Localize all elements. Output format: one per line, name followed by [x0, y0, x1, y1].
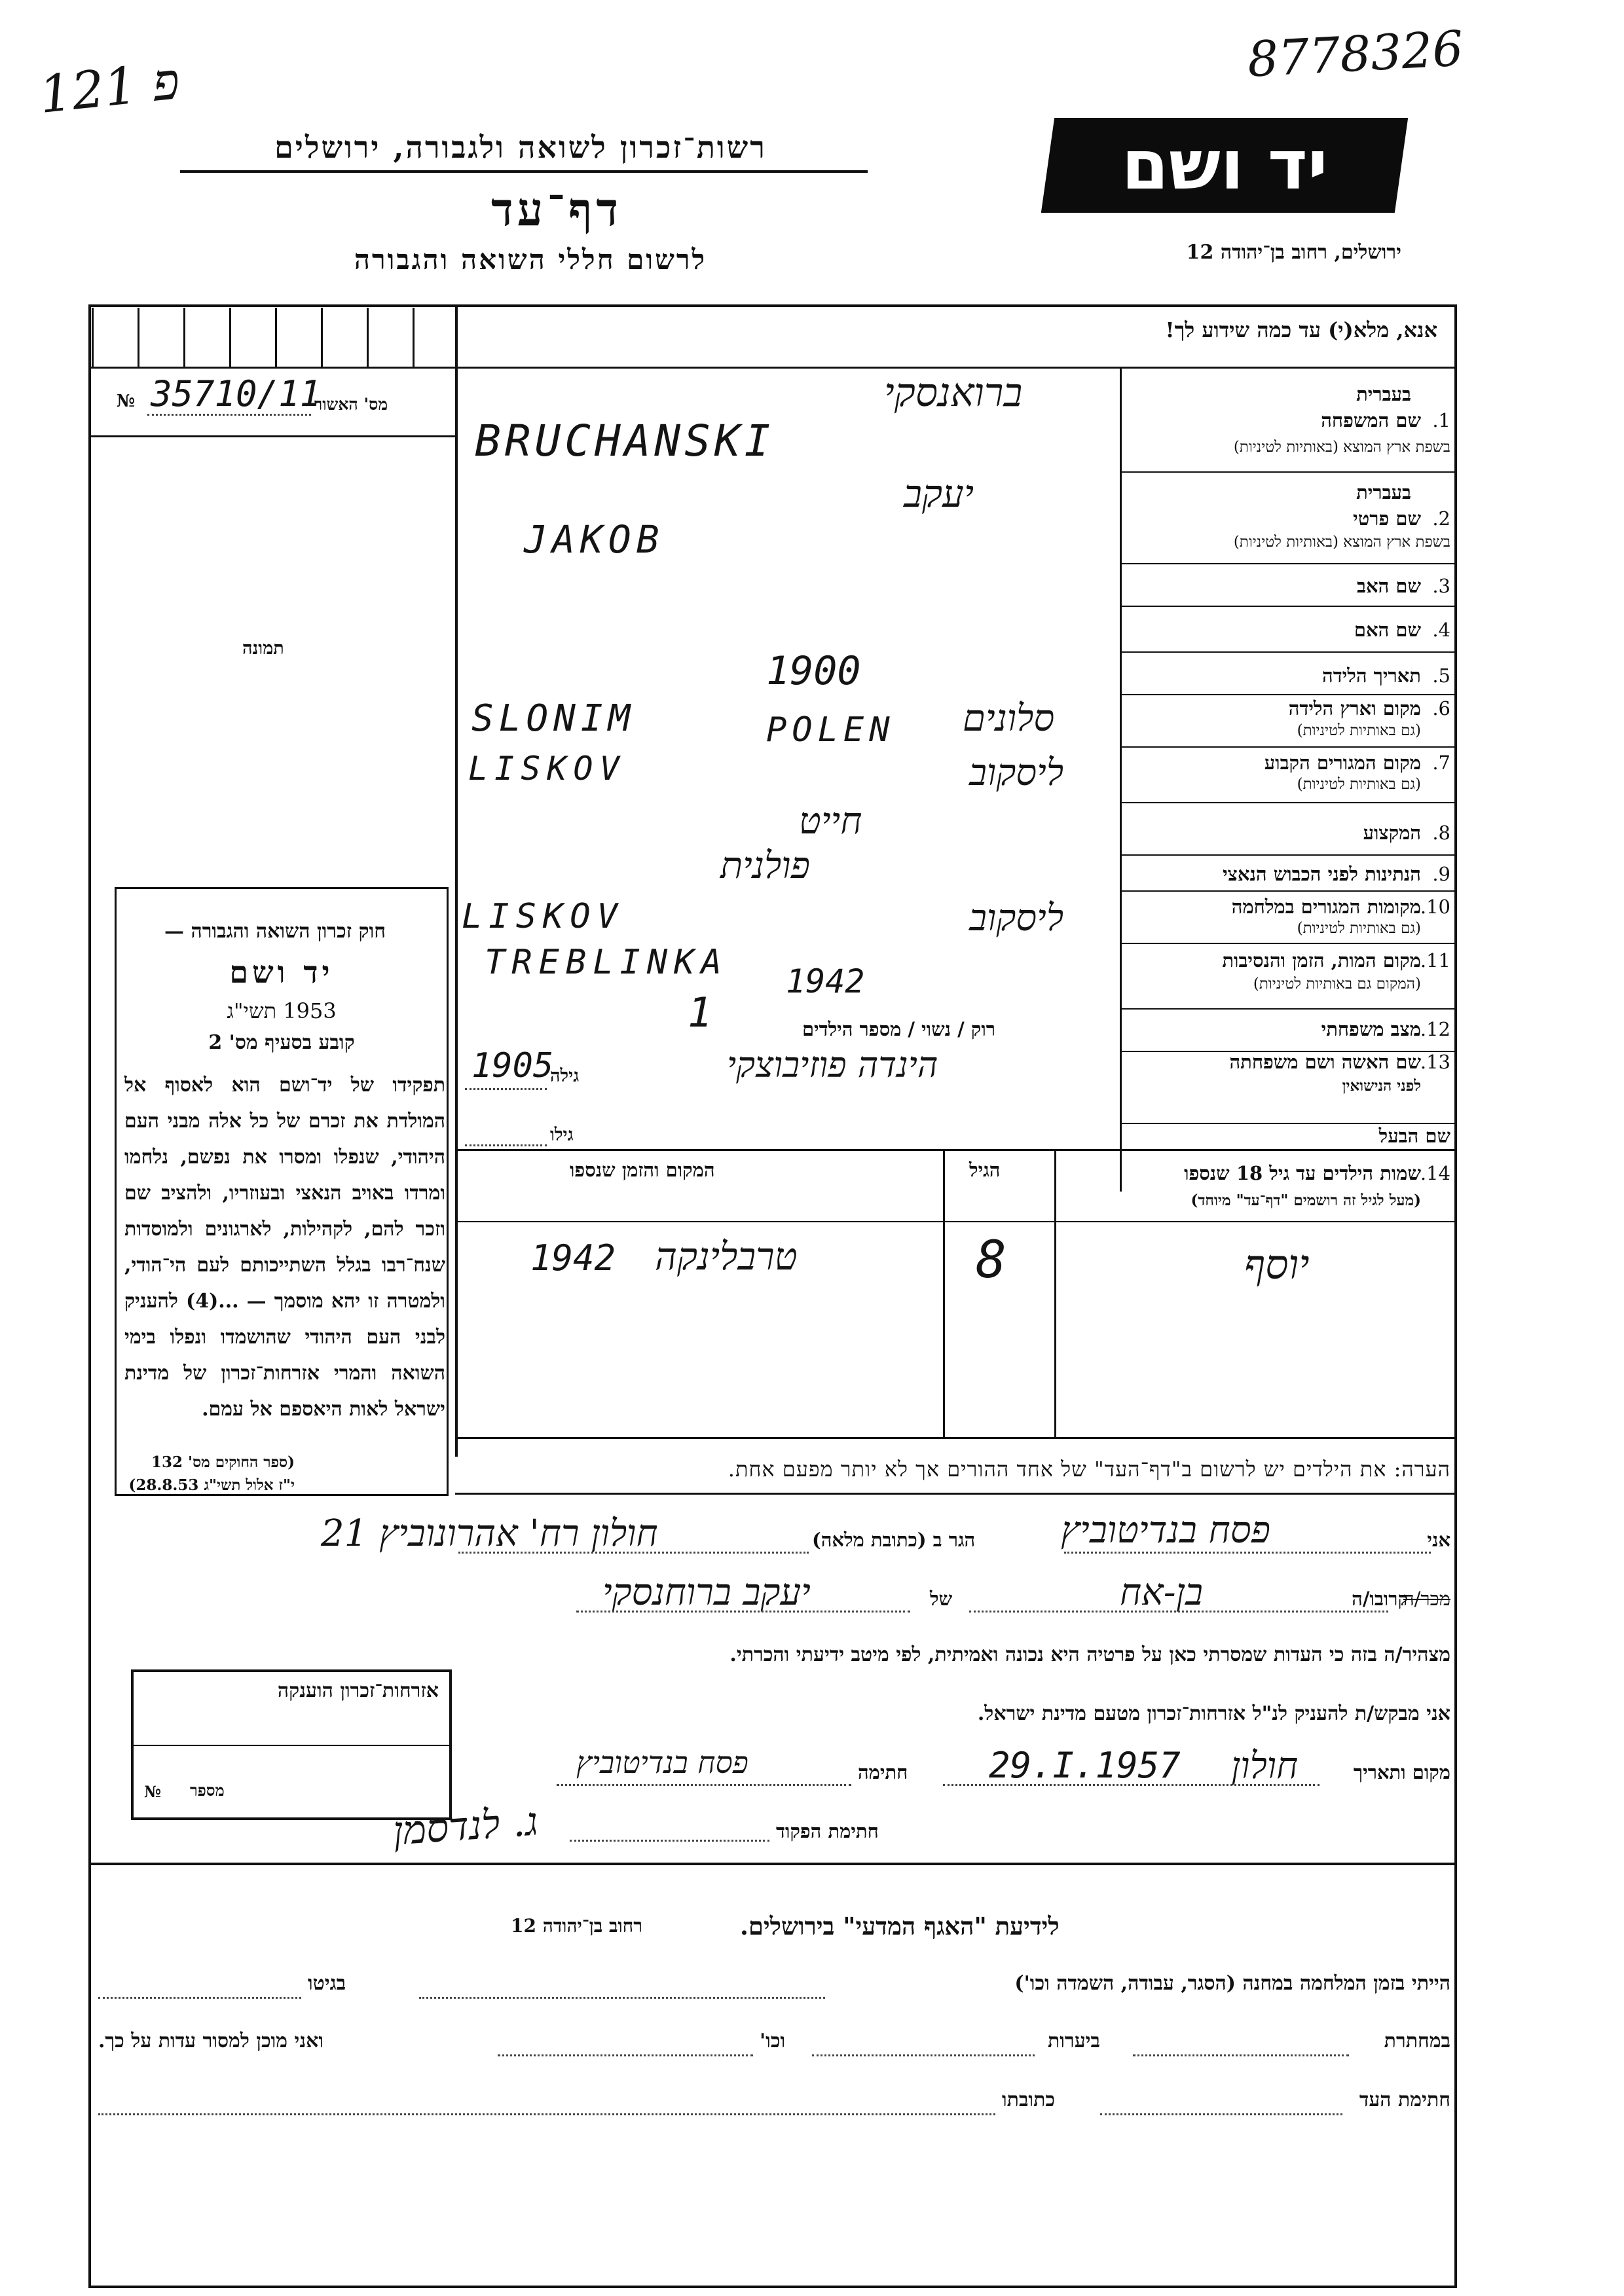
f11-num: 11. [1420, 949, 1450, 972]
bottom-line1-b: בגיטו [308, 1972, 346, 1995]
f9-num: 9. [1432, 863, 1450, 885]
law-ref-1: (ספר החוקים מס' 132 [151, 1453, 295, 1471]
f2-value-heb: יעקב [904, 471, 974, 516]
f11-label: מקום המות, הזמן והנסיבות [1222, 949, 1421, 972]
bottom-line2-c: וכו' [760, 2030, 786, 2052]
citizenship-no-symbol: № [144, 1782, 162, 1801]
declarant-address: חולון רח' אהרונוביץ 21 [321, 1512, 658, 1555]
place-value: חולון [1231, 1745, 1299, 1787]
f14-child-year: 1942 [530, 1237, 616, 1279]
f10-label: מקומות המגורים במלחמה [1231, 896, 1421, 918]
f2-heb-tag: בעברית [1356, 481, 1411, 503]
authority-name: רשות־זכרון לשואה ולגבורה, ירושלים [274, 130, 767, 165]
archive-mark-left: 121 פ [36, 52, 183, 125]
f1-num: 1. [1432, 409, 1450, 431]
f2-label: שם פרטי [1353, 507, 1421, 530]
f6-value-lat2: POLEN [766, 710, 895, 750]
f13-sub: לפני הנישואין [1342, 1077, 1421, 1095]
f1-value-lat: BRUCHANSKI [475, 416, 775, 466]
f6-value-lat1: SLONIM [471, 697, 636, 740]
f10-num: 10. [1420, 896, 1450, 918]
f1-heb-tag: בעברית [1356, 383, 1411, 405]
bottom-line3-a: חתימת העד [1359, 2088, 1450, 2111]
f9-label: הנתינות לפני הכבוש הנאצי [1223, 863, 1421, 885]
logo [1041, 118, 1408, 213]
f6-value-heb: סלונים [963, 697, 1055, 740]
f13-husband-age-label: גילו [550, 1125, 574, 1145]
f6-sub: (גם באותיות לטיניות) [1297, 722, 1421, 739]
f7-sub: (גם באותיות לטיניות) [1297, 776, 1421, 793]
f11-value-lat: TREBLINKA [485, 943, 728, 982]
f5-label: תאריך הלידה [1322, 665, 1421, 687]
f10-value-lat: LISKOV [462, 897, 624, 936]
relation-label: קרובו/ה [1352, 1588, 1408, 1610]
note: הערה: את הילדים יש לרשום ב"דף־העד" של אחד ההורים אך לא יותר מפעם אחת. [728, 1457, 1450, 1482]
declarant-resides-label: הגר ב (כתובת מלאה) [812, 1529, 976, 1551]
bottom-line2-d: ואני מוכן למסור עדות על כך. [98, 2030, 324, 2052]
f4-label: שם האם [1354, 619, 1421, 641]
approval-label: מס' האשור [314, 395, 388, 414]
f2-sub: בשפת ארץ המוצא (באותיות לטיניות) [1233, 534, 1450, 551]
approval-no-symbol: № [117, 392, 136, 411]
f8-num: 8. [1432, 822, 1450, 844]
date-value: 29.I.1957 [989, 1745, 1181, 1786]
page-title: דף־עד [490, 182, 622, 236]
request-text: אני מבקש/ת להעניק לנ"ל אזרחות־זכרון מטעם מדינת ישראל. [977, 1702, 1450, 1725]
instruction-text: אנא, מלא(י) עד כמה שידוע לך! [1165, 318, 1437, 342]
f7-value-heb: ליסקוב [969, 752, 1064, 794]
f14-child-name: יוסף [1244, 1241, 1310, 1288]
citizenship-title: אזרחות־זכרון הוענקה [277, 1679, 439, 1702]
bottom-line2-b: ביערות [1048, 2030, 1101, 2052]
f12-options: רוק / נשוי / מספר הילדים [802, 1018, 995, 1040]
f14-label: שמות הילדים עד גיל 18 שנספו [1184, 1162, 1421, 1184]
f12-label: מצב משפחתי [1321, 1018, 1421, 1040]
f13-age-label: גילה [550, 1066, 580, 1086]
signature-value: פסח בנדיטוביץ [576, 1745, 748, 1780]
f3-num: 3. [1432, 575, 1450, 597]
f1-label: שם המשפחה [1321, 409, 1421, 431]
f11-value-year: 1942 [786, 962, 865, 1000]
f8-value: חייט [799, 800, 862, 843]
law-section: קובע בסעיף מס' 2 [208, 1031, 355, 1054]
citizenship-number-label: מספר [190, 1781, 225, 1800]
f11-sub: (המקום גם באותיות לטיניות) [1253, 975, 1421, 993]
f4-num: 4. [1432, 619, 1450, 641]
f2-value-lat: JAKOB [524, 517, 665, 562]
f6-num: 6. [1432, 697, 1450, 720]
f5-num: 5. [1432, 665, 1450, 687]
bottom-line3-b: כתובתו [1002, 2088, 1056, 2111]
f13-num: 13. [1420, 1051, 1450, 1073]
f2-num: 2. [1432, 507, 1450, 530]
f10-sub: (גם באותיות לטיניות) [1297, 920, 1421, 937]
f10-value-heb: ליסקוב [969, 897, 1064, 939]
f3-label: שם האב [1356, 575, 1421, 597]
place-date-label: מקום ותאריך [1353, 1761, 1450, 1783]
bottom-line2-a: במחתרת [1384, 2030, 1450, 2052]
f12-num: 12. [1420, 1018, 1450, 1040]
f8-label: המקצוע [1363, 822, 1421, 844]
f14-child-age: 8 [976, 1231, 1006, 1290]
law-name: יד ושם [229, 955, 334, 990]
tick-box [92, 308, 455, 367]
declaration-text: מצהיר/ה בזה כי העדות שמסרתי כאן על פרטיה היא נכונה ואמיתית, לפי מיטב ידיעתי והכרתי. [729, 1643, 1450, 1666]
approval-number: 35710/11 [151, 373, 322, 414]
relation-crossed: מכר/ה [1403, 1588, 1450, 1610]
f1-sub: בשפת ארץ המוצא (באותיות לטיניות) [1233, 439, 1450, 456]
f7-label: מקום המגורים הקבוע [1264, 752, 1421, 774]
declarant-i-label: אני [1427, 1529, 1450, 1551]
bottom-address: רחוב בן־יהודה 12 [511, 1915, 642, 1937]
f7-value-lat: LISKOV [468, 750, 626, 788]
law-ref-2: י"ז אלול תשי"ג 28.8.53) [128, 1476, 295, 1494]
f9-value: פולנית [720, 845, 810, 887]
of-name: יעקב ברוחנסקי [602, 1571, 811, 1614]
logo-text: יד ושם [1121, 125, 1328, 205]
f7-num: 7. [1432, 752, 1450, 774]
f13-value: הינדה פוזיבוצקי [727, 1044, 938, 1085]
official-label: חתימת הפקוד [776, 1820, 879, 1842]
header-address: ירושלים, רחוב בן־יהודה 12 [1186, 241, 1401, 264]
declarant-name: פסח בנדיטוביץ [1061, 1509, 1270, 1552]
of-label: של [930, 1588, 953, 1610]
f14-num: 14. [1420, 1162, 1450, 1184]
official-signature: ג. לנדסמן [391, 1798, 540, 1855]
f13-age: 1905 [471, 1046, 554, 1085]
page-subtitle: לרשום חללי השואה והגבורה [354, 244, 707, 276]
f1-value-heb: ברואנסקי [884, 370, 1023, 416]
archive-mark-right: 8778326 [1246, 20, 1465, 88]
f14-sub: (מעל לגיל זה רושמים "דף־עד" מיוחד) [1190, 1192, 1421, 1209]
f14-child-place: טרבלינקה [655, 1234, 798, 1279]
f5-value: 1900 [766, 648, 861, 694]
relation-value: בן-אח [1120, 1571, 1203, 1614]
photo-label: תמונה [242, 638, 284, 659]
f13-label: שם האשה ושם משפחתה [1229, 1051, 1421, 1073]
f14-col-place: המקום והזמן שנספו [570, 1159, 715, 1181]
signature-label: חתימה [858, 1761, 908, 1783]
law-year: 1953 תשי"ג [227, 998, 337, 1023]
bottom-line1-a: הייתי בזמן המלחמה במחנה (הסגר, עבודה, השמדה וכו') [1014, 1972, 1450, 1995]
bottom-title: לידיעת "האגף המדעי" בירושלים. [740, 1912, 1060, 1941]
f6-label: מקום וארץ הלידה [1288, 697, 1421, 720]
law-body: תפקידו של יד־ושם הוא לאסוף אל המולדת את זכרם של כל אלה מבני העם היהודי, שנפלו ומסרו את נפשם, נלחמו ומרדו באויב הנאצי ובעוזריו, ולהציב שם וזכר להם, לקהילות, לארגונים ולמוסדות שנח־רבו בגלל השתייכותם לעם הי־הודי, ולמטרה זו יהא מוסמך — ...(4) להעניק לבני העם היהודי שהושמדו ונפלו בימי השואה והמרי אזרחות־זכרון של מדינת ישראל לאות היאספם אל עמם. [124, 1074, 445, 1421]
f14-col-age: הגיל [969, 1159, 1001, 1181]
f13-husband-label: שם הבעל [1378, 1125, 1450, 1147]
law-title: חוק זכרון השואה והגבורה — [164, 920, 386, 943]
f12-children: 1 [688, 989, 712, 1036]
